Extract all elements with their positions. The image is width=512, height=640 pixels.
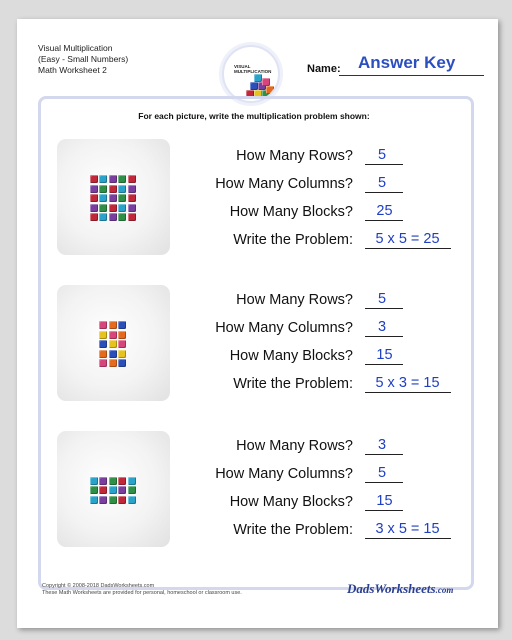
block [118,340,126,348]
block [99,175,107,183]
blocks-picture-2 [57,285,170,401]
block [118,185,126,193]
columns-label-1: How Many Columns? [215,176,353,192]
logo-blocks-icon [244,74,276,98]
block [99,204,107,212]
block [128,486,136,494]
columns-answer-1: 5 [377,175,387,191]
block [99,185,107,193]
visual-multiplication-logo [222,45,280,103]
block [99,477,107,485]
block [109,359,117,367]
columns-answer-line-3[interactable] [365,482,403,483]
name-field-line[interactable] [339,75,484,76]
block [90,185,98,193]
blocks-answer-line-2[interactable] [365,364,403,365]
worksheet-page [17,19,498,628]
block [99,331,107,339]
block [118,204,126,212]
block [109,340,117,348]
block [128,204,136,212]
rows-label-2: How Many Rows? [236,292,353,308]
block [99,213,107,221]
columns-answer-3: 5 [377,465,387,481]
rows-answer-line-1[interactable] [365,164,403,165]
copyright-line-1: Copyright © 2008-2018 DadsWorksheets.com [42,583,155,589]
block [118,496,126,504]
problem-answer-3: 3 x 5 = 15 [375,521,440,537]
block [109,331,117,339]
block [90,486,98,494]
logo-block [250,82,258,90]
rows-answer-3: 3 [377,437,387,453]
block [118,350,126,358]
block [90,194,98,202]
block [90,175,98,183]
brand-rest: Worksheets [374,581,436,596]
columns-label-2: How Many Columns? [215,320,353,336]
block [128,496,136,504]
problem-label-1: Write the Problem: [233,232,353,248]
block [118,331,126,339]
instructions: For each picture, write the multiplication problem shown: [138,111,370,121]
problem-answer-line-3[interactable] [365,538,451,539]
logo-text-line-1: VISUAL [234,64,251,69]
rows-answer-line-3[interactable] [365,454,403,455]
columns-answer-2: 3 [377,319,387,335]
block [109,486,117,494]
rows-answer-line-2[interactable] [365,308,403,309]
dadsworksheets-logo [347,581,453,597]
problem-answer-1: 5 x 5 = 25 [375,231,440,247]
problem-answer-line-2[interactable] [365,392,451,393]
block-grid-1 [90,175,138,223]
block [109,185,117,193]
brand-suffix: .com [435,585,454,595]
block [109,175,117,183]
block [118,175,126,183]
rows-answer-2: 5 [377,291,387,307]
copyright-line-2: These Math Worksheets are provided for personal, homeschool or classroom use. [42,589,242,596]
block [128,175,136,183]
block [128,194,136,202]
block [109,477,117,485]
worksheet-title [38,43,128,76]
block [118,359,126,367]
problem-answer-2: 5 x 3 = 15 [375,375,440,391]
block [109,496,117,504]
block [128,477,136,485]
block [128,213,136,221]
block [90,496,98,504]
copyright-notice [42,583,242,596]
block [118,477,126,485]
block-grid-2 [99,321,128,369]
block [118,213,126,221]
blocks-answer-2: 15 [376,347,393,363]
logo-block [266,86,274,94]
block-grid-3 [90,477,138,506]
block [109,213,117,221]
block [109,204,117,212]
block [99,359,107,367]
logo-block [254,74,262,82]
title-line-2: (Easy - Small Numbers) [38,54,129,64]
block [90,477,98,485]
block [109,350,117,358]
blocks-picture-1 [57,139,170,255]
columns-answer-line-2[interactable] [365,336,403,337]
blocks-label-2: How Many Blocks? [229,348,353,364]
blocks-answer-3: 15 [376,493,393,509]
block [99,496,107,504]
columns-answer-line-1[interactable] [365,192,403,193]
title-line-1: Visual Multiplication [38,43,113,53]
block [99,486,107,494]
blocks-answer-line-1[interactable] [365,220,403,221]
problem-label-3: Write the Problem: [233,522,353,538]
logo-block [262,78,270,86]
block [109,194,117,202]
block [99,340,107,348]
block [109,321,117,329]
blocks-label-1: How Many Blocks? [229,204,353,220]
block [118,194,126,202]
problem-label-2: Write the Problem: [233,376,353,392]
problem-answer-line-1[interactable] [365,248,451,249]
blocks-answer-line-3[interactable] [365,510,403,511]
block [99,321,107,329]
logo-text [234,64,272,74]
answer-key-heading: Answer Key [358,53,456,72]
block [118,321,126,329]
columns-label-3: How Many Columns? [215,466,353,482]
name-label: Name: [307,63,341,75]
blocks-picture-3 [57,431,170,547]
logo-text-line-2: MULTIPLICATION [234,69,272,74]
rows-answer-1: 5 [377,147,387,163]
block [99,350,107,358]
brand-main: Dads [347,581,375,596]
block [118,486,126,494]
rows-label-3: How Many Rows? [236,438,353,454]
block [128,185,136,193]
block [90,213,98,221]
block [99,194,107,202]
blocks-answer-1: 25 [376,203,393,219]
block [90,204,98,212]
title-line-3: Math Worksheet 2 [38,65,107,75]
blocks-label-3: How Many Blocks? [229,494,353,510]
rows-label-1: How Many Rows? [236,148,353,164]
